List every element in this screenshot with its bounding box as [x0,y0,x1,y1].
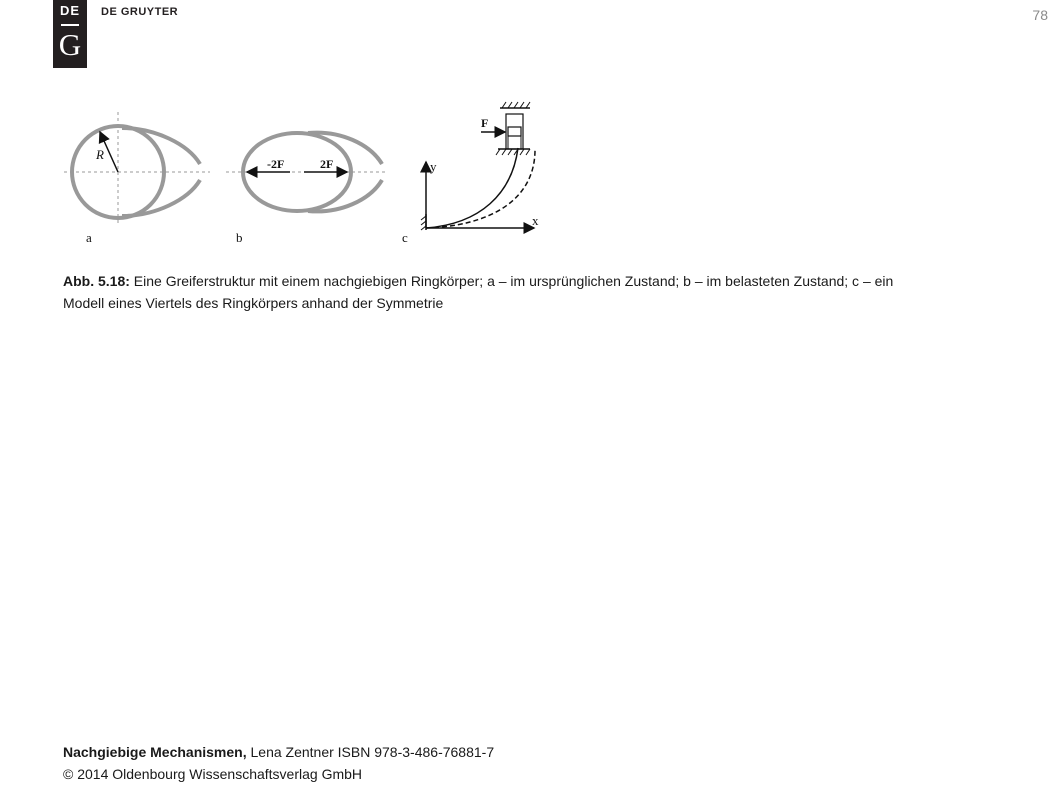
slider-block [508,127,521,136]
book-title: Nachgiebige Mechanismen, [63,744,247,760]
publisher-logo [53,0,87,68]
y-axis-label: y [430,159,437,174]
force-label-left: -2F [267,157,285,171]
radius-label: R [96,147,104,162]
force-label: F [481,116,489,130]
page-footer [63,741,494,785]
logo-top-text: DE [59,3,81,18]
panel-label-a: a [86,230,92,245]
beam-deformed [426,148,535,228]
caption-label: Abb. 5.18: [63,273,130,289]
beam-original [426,148,518,228]
figure-caption [63,270,933,314]
logo-divider [61,24,79,26]
panel-label-c: c [402,230,408,245]
book-citation [63,741,494,763]
copyright-line: © 2014 Oldenbourg Wissenschaftsverlag GmbH [63,766,363,782]
publisher-name: DE GRUYTER [101,6,179,18]
x-axis-label: x [532,213,539,228]
gripper-figure [60,96,580,252]
panel-a-original-state [64,112,210,245]
page-number: 78 [1032,7,1048,23]
panel-label-b: b [236,230,243,245]
panel-b-loaded-state [226,133,386,245]
logo-bottom-text: G [58,27,82,62]
caption-text: Eine Greiferstruktur mit einem nachgiebigen Ringkörper; a – im ursprünglichen Zustand; b – im belasteten Zustand; c – ein Modell eines Viertels des Ringkörpers anhand der Symmetrie [63,273,894,311]
force-label-right: 2F [320,157,334,171]
book-details: Lena Zentner ISBN 978-3-486-76881-7 [246,744,495,760]
panel-c-quarter-model [402,102,539,245]
